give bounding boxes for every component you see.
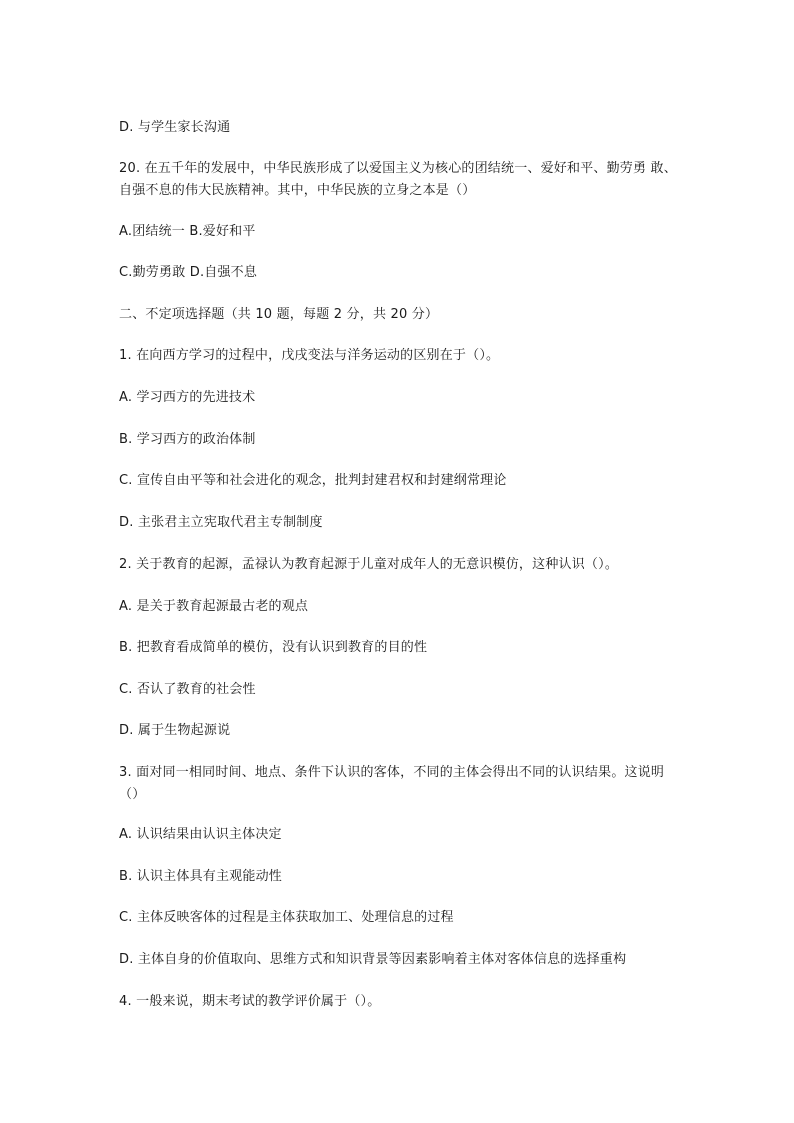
q2-stem: 2. 关于教育的起源，孟禄认为教育起源于儿童对成年人的无意识模仿，这种认识（）。	[119, 557, 619, 572]
q3-option-d: D. 主体自身的价值取向、思维方式和知识背景等因素影响着主体对客体信息的选择重构	[119, 952, 627, 967]
q2-option-b: B. 把教育看成简单的模仿，没有认识到教育的目的性	[119, 640, 428, 655]
q1-option-c: C. 宣传自由平等和社会进化的观念，批判封建君权和封建纲常理论	[119, 473, 507, 488]
section-heading: 二、不定项选择题（共 10 题，每题 2 分，共 20 分）	[119, 307, 439, 322]
q1-option-a: A. 学习西方的先进技术	[119, 390, 256, 405]
q1-option-b: B. 学习西方的政治体制	[119, 432, 256, 447]
q1-option-d: D. 主张君主立宪取代君主专制制度	[119, 515, 323, 530]
q20-options-ab: A.团结统一 B.爱好和平	[119, 224, 256, 239]
q1-stem: 1. 在向西方学习的过程中，戊戌变法与洋务运动的区别在于（）。	[119, 348, 500, 363]
q3-option-c: C. 主体反映客体的过程是主体获取加工、处理信息的过程	[119, 910, 454, 925]
q2-option-d: D. 属于生物起源说	[119, 723, 231, 738]
q3-option-a: A. 认识结果由认识主体决定	[119, 827, 282, 842]
q4-stem: 4. 一般来说，期末考试的教学评价属于（）。	[119, 994, 381, 1009]
q3-stem: 3. 面对同一相同时间、地点、条件下认识的客体，不同的主体会得出不同的认识结果。这说明（）	[119, 765, 665, 802]
q3-option-b: B. 认识主体具有主观能动性	[119, 869, 282, 884]
q2-option-c: C. 否认了教育的社会性	[119, 682, 256, 697]
q19-option-d: D. 与学生家长沟通	[119, 120, 231, 135]
q20-stem: 20. 在五千年的发展中，中华民族形成了以爱国主义为核心的团结统一、爱好和平、勤劳勇 敢、自强不息的伟大民族精神。其中，中华民族的立身之本是（）	[119, 161, 677, 198]
q2-option-a: A. 是关于教育起源最古老的观点	[119, 599, 309, 614]
q20-options-cd: C.勤劳勇敢 D.自强不息	[119, 265, 258, 280]
